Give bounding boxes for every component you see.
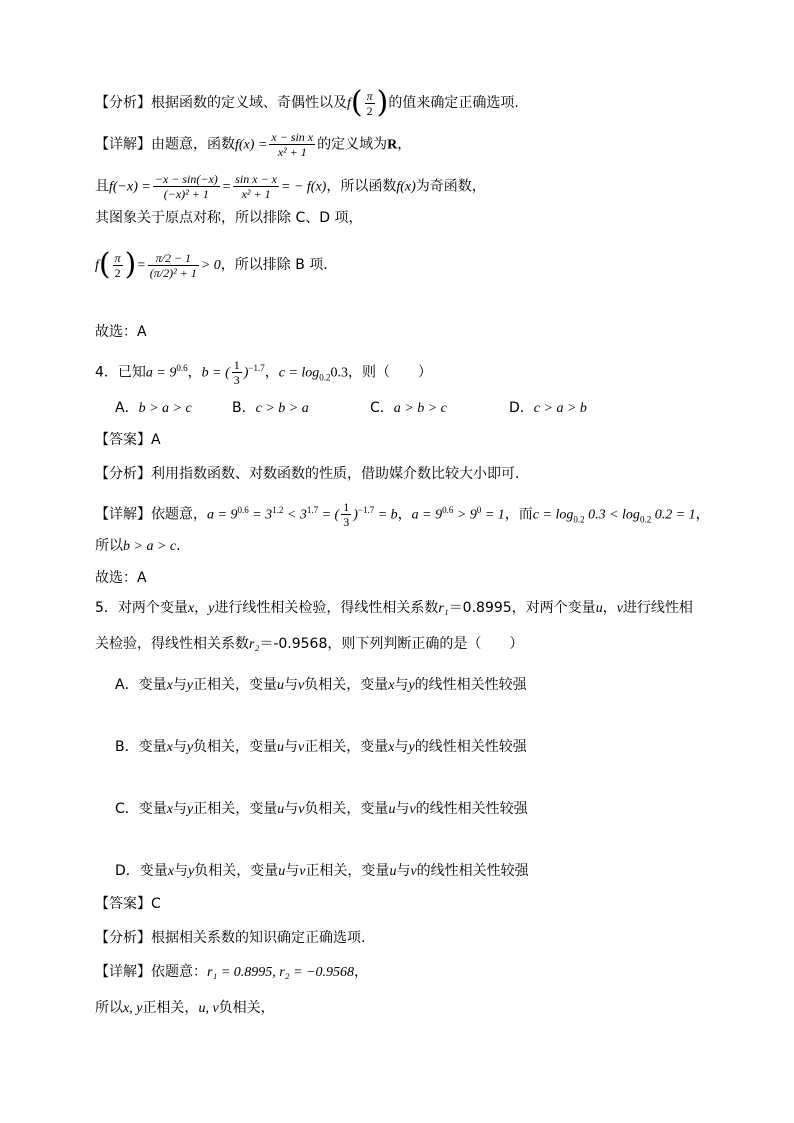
t: 正相关，变量: [193, 677, 278, 693]
q4-option-d[interactable]: [509, 397, 587, 417]
comma: ，: [397, 136, 412, 153]
odd-text: ，所以函数: [326, 178, 397, 195]
t: 与: [172, 677, 187, 693]
xiangjie-tag: 【详解】: [95, 964, 151, 980]
xiangjie-text-b: 的定义域为: [317, 136, 388, 153]
stem-text: 关检验，得线性相关系数: [95, 636, 249, 652]
t: 负相关，变量: [193, 739, 278, 755]
math-r1: r₁: [438, 601, 449, 616]
option-text: c > b > a: [255, 401, 309, 416]
exp: 0: [476, 505, 482, 515]
xiangjie-tag: 【详解】: [95, 506, 151, 523]
one-third: $\frac{1}{3}$: [233, 358, 240, 388]
math-eq-neg: = − f(x): [281, 179, 327, 195]
q3-fenxi-line: [95, 85, 519, 120]
var: v: [298, 802, 305, 817]
answer-value: A: [151, 432, 161, 448]
q3-xiangjie-line: [95, 130, 411, 159]
q5-suoyi: [95, 998, 275, 1019]
daan-tag: 【答案】: [95, 432, 151, 448]
suoyi-text: 所以: [95, 1000, 123, 1016]
var: x: [388, 678, 395, 693]
t: 与: [284, 677, 299, 693]
q5-answer: [95, 894, 161, 914]
exp: 0.6: [176, 363, 188, 373]
math: b > a > c: [123, 539, 177, 554]
t: 与: [285, 863, 300, 879]
r2-value: ＝-0.9568，则下列判断正确的是（ ）: [259, 636, 524, 652]
q4-suoyi: [95, 536, 181, 557]
var: y: [186, 740, 194, 755]
var: u: [277, 802, 285, 817]
q3-fpi-line: [95, 247, 338, 300]
right-paren: ): [376, 85, 389, 120]
math-b: b = (: [201, 365, 230, 381]
t: 正相关，变量: [305, 863, 390, 879]
t: 与: [174, 863, 188, 879]
q3-symm-line: 其图象关于原点对称，所以排除 C、D 项，: [95, 210, 363, 226]
option-label: D．: [509, 400, 534, 416]
var: v: [410, 864, 417, 879]
math: u, v: [198, 1001, 219, 1016]
math: ): [353, 507, 358, 523]
math-R: R: [387, 137, 398, 153]
fenxi-tag: 【分析】: [95, 466, 151, 482]
t: 的线性相关性较强: [415, 801, 528, 817]
option-label: D．: [115, 863, 140, 879]
exp: 1.7: [306, 505, 319, 515]
odd-text-b: 为奇函数，: [415, 178, 486, 195]
option-text: a > b > c: [393, 401, 447, 416]
var: v: [298, 678, 305, 693]
t: 变量: [138, 801, 167, 817]
var: x: [166, 740, 173, 755]
stem-text: 进行线性相关检验，得线性相关系数: [214, 600, 439, 616]
fenxi-tag: 【分析】: [95, 95, 151, 111]
left-paren: (: [350, 85, 363, 120]
exp: −1.7: [357, 505, 375, 515]
math: = 3: [248, 507, 273, 523]
var: v: [409, 802, 416, 817]
fenxi-text-b: 的值来确定正确选项.: [388, 95, 519, 111]
fraction-2: $\frac{\text{sin x − x}}{\text{x² + 1}}$: [235, 172, 277, 201]
fraction-1: $\frac{-x - \sin(-x)}{\text{(−x)² + 1}}$: [154, 172, 218, 201]
option-label: A．: [115, 400, 139, 416]
fenxi-text: 利用指数函数、对数函数的性质，借助媒介数比较大小即可.: [151, 466, 520, 482]
exp: 1.2: [272, 505, 284, 515]
q4-fenxi: [95, 464, 519, 484]
log-base: 0.2: [573, 514, 585, 525]
t: 正相关，变量: [304, 739, 389, 755]
exp: 0.6: [237, 505, 249, 515]
q3-odd-line: [95, 172, 486, 201]
log-arg: 0.3: [330, 365, 349, 381]
q4-option-a[interactable]: [115, 397, 192, 417]
math-eq: =: [136, 258, 146, 273]
option-label: B．: [232, 400, 256, 416]
t: 与: [395, 801, 410, 817]
q5-option-b[interactable]: [115, 736, 527, 756]
option-label: C．: [115, 801, 139, 817]
var: u: [278, 864, 286, 879]
t: 与: [394, 739, 409, 755]
log-base: 0.2: [319, 372, 331, 383]
pi-over-2-fraction: $\frac{\pi}{2}$: [366, 88, 373, 118]
math-odd-fx: f(x): [396, 179, 416, 195]
q4-number: 4．已知: [95, 364, 146, 381]
t: 与: [396, 863, 411, 879]
math: = (: [318, 507, 340, 523]
big-fraction: $\frac{\pi/2 - 1}{\text{(π/2)² + 1}}$: [149, 250, 197, 280]
math-eq: =: [221, 179, 232, 195]
qie-text: 且: [95, 178, 109, 195]
one-third: $\frac{1}{3}$: [343, 500, 350, 530]
math: a = 9: [207, 507, 238, 523]
t: 负相关，变量: [194, 863, 279, 879]
math: 0.3 < log: [584, 507, 640, 523]
q5-option-c[interactable]: [115, 798, 528, 818]
math-c: c = log: [278, 365, 320, 381]
t: 与: [394, 677, 409, 693]
fenxi-text: 根据函数的定义域、奇偶性以及: [151, 95, 347, 111]
var: u: [389, 864, 397, 879]
var: x: [166, 678, 173, 693]
math-a: a = 9: [145, 365, 177, 381]
math: 0.2 = 1: [651, 507, 696, 523]
q5-number: 5．对两个变量: [95, 600, 188, 616]
var: u: [277, 678, 285, 693]
t: 负相关，变量: [304, 801, 389, 817]
q4-option-b[interactable]: [232, 397, 309, 417]
r1-value: ＝0.8995，对两个变量: [448, 600, 596, 616]
xiangjie-text: 依题意，: [151, 506, 207, 523]
t: 负相关，: [218, 1000, 275, 1016]
t: 与: [284, 801, 299, 817]
fpi-text: ，所以排除 B 项．: [220, 257, 338, 273]
t: 变量: [138, 677, 167, 693]
t: 正相关，变量: [193, 801, 278, 817]
var: x: [388, 740, 395, 755]
exp: 0.6: [442, 505, 454, 515]
xiangjie-tag: 【详解】: [95, 136, 151, 153]
t: 负相关，变量: [304, 677, 389, 693]
stem-text: 进行线性相: [622, 600, 693, 616]
fenxi-tag: 【分析】: [95, 930, 151, 946]
var: x: [166, 802, 173, 817]
t: 变量: [139, 863, 168, 879]
math: c = log: [532, 507, 574, 523]
q3-guxuan: 故选：A: [95, 324, 147, 340]
period: .: [176, 538, 181, 554]
t: 的线性相关性较强: [414, 739, 527, 755]
xiangjie-text: 依题意：: [151, 964, 207, 980]
var: u: [388, 802, 396, 817]
var: x: [167, 864, 174, 879]
math-r2: r₂: [249, 637, 260, 652]
fenxi-text: 根据相关系数的知识确定正确选项.: [151, 930, 366, 946]
right-paren: ): [124, 247, 137, 282]
q4-guxuan: 故选：A: [95, 570, 147, 586]
q4-stem: 4．已知$a = 9^{0.6}$，b = ( $\frac{1}{3}$ )$^{-1.7}$，$c = \log_{0.2}0.3$，则（ ）: [95, 358, 433, 388]
q4-answer: [95, 430, 161, 450]
math-fx: f(x) =: [235, 137, 268, 153]
er-text: ，而: [504, 506, 533, 523]
q4-option-c[interactable]: [370, 397, 447, 417]
math-f: f: [95, 258, 99, 273]
math: a = 9: [411, 507, 443, 523]
var: v: [298, 740, 305, 755]
stem-end: ，则（ ）: [348, 364, 433, 381]
var: y: [186, 678, 194, 693]
t: 的线性相关性较强: [416, 863, 529, 879]
math-f-negx: f(−x) =: [109, 179, 151, 195]
daan-tag: 【答案】: [95, 896, 151, 912]
t: 与: [284, 739, 299, 755]
var: y: [188, 864, 195, 879]
comma: ，: [353, 964, 368, 980]
suoyi-text: 所以: [95, 538, 123, 554]
math: < 3: [283, 507, 307, 523]
var: y: [187, 802, 194, 817]
option-label: B．: [115, 739, 139, 755]
t: 变量: [138, 739, 167, 755]
q4-xiangjie: 【详解】依题意，$a = 9^{0.6} = 3^{1.2} < 3^{1.7}$ = ( $\frac{1}{3}$ )$^{-1.7}$ = b，$a = 9^{0.6} > 9^0 = 1$，而$c = \log_{0.2} 0.3 < \log_{0.2} 0.2 = 1$，: [95, 500, 710, 530]
option-text: c > a > b: [533, 401, 587, 416]
option-label: C．: [370, 400, 394, 416]
t: 的线性相关性较强: [414, 677, 527, 693]
q5-option-d[interactable]: [115, 860, 529, 880]
math: r₁ = 0.8995, r₂ = −0.9568: [207, 965, 354, 980]
left-paren: (: [98, 247, 111, 282]
log-base: 0.2: [639, 514, 652, 525]
var: y: [408, 678, 415, 693]
q5-stem-line1: 5．对两个变量x，y进行线性相关检验，得线性相关系数r₁＝0.8995，对两个变量u，v进行线性相: [95, 600, 693, 616]
math: = b: [374, 507, 398, 523]
math: = 1: [481, 507, 505, 523]
var: y: [408, 740, 415, 755]
math: > 9: [453, 507, 477, 523]
var: v: [299, 864, 306, 879]
exp: −1.7: [248, 363, 265, 373]
math-gt-zero: > 0: [200, 258, 221, 273]
q5-fenxi: [95, 928, 365, 948]
var: u: [277, 740, 285, 755]
q5-option-a[interactable]: [115, 674, 527, 694]
answer-value: C: [151, 896, 161, 912]
t: 正相关，: [142, 1000, 199, 1016]
q5-stem-line2: [95, 634, 523, 655]
xiangjie-text: 由题意，函数: [151, 136, 235, 153]
math-f: f: [347, 96, 351, 111]
pi-over-2-fraction: $\frac{\pi}{2}$: [114, 250, 121, 280]
option-text: b > a > c: [138, 401, 192, 416]
t: 与: [173, 801, 187, 817]
math: x, y: [123, 1001, 143, 1016]
function-fraction: $\frac{\text{x − sin x}}{\text{x² + 1}}$: [271, 130, 314, 159]
t: 与: [172, 739, 187, 755]
q5-xiangjie: [95, 962, 368, 983]
option-label: A．: [115, 677, 139, 693]
